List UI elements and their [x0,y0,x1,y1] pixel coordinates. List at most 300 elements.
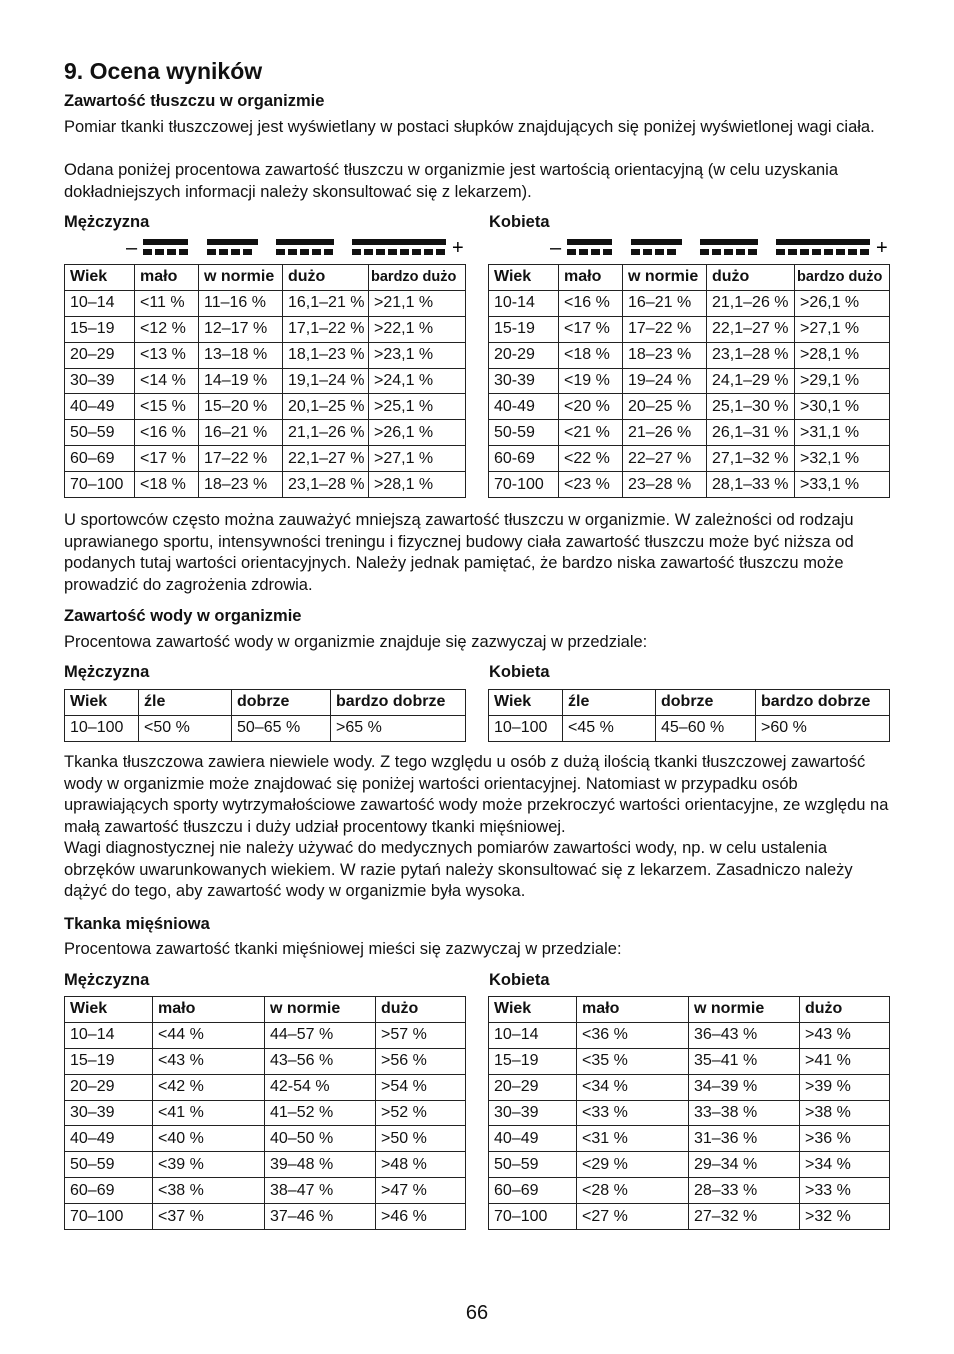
table-cell: 10–100 [489,715,563,741]
page-number: 66 [465,1302,489,1324]
table-cell: >34 % [800,1152,890,1178]
table-cell: >27,1 % [369,446,466,472]
table-row [489,1022,890,1048]
scale-bar-top [207,239,258,245]
table-cell: <28 % [577,1178,689,1204]
table-row [65,316,466,342]
table-cell: 33–38 % [689,1100,800,1126]
table-cell: >43 % [800,1022,890,1048]
scale-bar-segment [376,249,385,255]
table-cell: 45–60 % [656,715,756,741]
table-cell: <38 % [153,1178,265,1204]
table-cell: 40-49 [489,394,559,420]
water-women-table [488,689,890,742]
scale-bar-segment [412,249,421,255]
water-heading: Zawartość wody w organizmie [64,607,302,625]
column-header: mało [153,997,265,1023]
table-cell: 21,1–26 % [283,420,369,446]
column-header: bardzo dobrze [756,690,890,716]
table-header-row [489,265,890,291]
table-cell: <33 % [577,1100,689,1126]
fat-men-label: Mężczyzna [64,213,150,231]
table-row [489,1178,890,1204]
table-row [489,446,890,472]
table-cell: >52 % [376,1100,466,1126]
scale-bar-segment [312,249,321,255]
table-cell: 60-69 [489,446,559,472]
column-header: Wiek [65,690,139,716]
table-cell: <12 % [135,316,199,342]
scale-bars [567,239,870,255]
scale-bar-segment [736,249,745,255]
scale-plus: + [452,237,464,259]
table-cell: <14 % [135,368,199,394]
column-header: bardzo dużo [369,265,466,291]
table-cell: <17 % [559,316,623,342]
table-cell: 60–69 [65,1178,153,1204]
table-header-row [489,690,890,716]
table-cell: >36 % [800,1126,890,1152]
table-row [489,1152,890,1178]
fat-heading: Zawartość tłuszczu w organizmie [64,92,325,110]
scale-bar-segment [207,249,216,255]
muscle-intro: Procentowa zawartość tkanki mięśniowej mieści się zazwyczaj w przedziale: [64,940,622,958]
scale-bar-segment [667,249,676,255]
table-row [489,1204,890,1230]
table-row [65,1022,466,1048]
muscle-heading: Tkanka mięśniowa [64,915,210,933]
page-title: 9. Ocena wyników [64,58,263,84]
scale-bar-segment [288,249,297,255]
table-cell: 23–28 % [623,472,707,498]
scale-bar-segment [836,249,845,255]
table-cell: <29 % [577,1152,689,1178]
table-cell: >31,1 % [795,420,890,446]
table-cell: 25,1–30 % [707,394,795,420]
table-cell: 22,1–27 % [283,446,369,472]
column-header: źle [139,690,232,716]
table-cell: 10–14 [65,1022,153,1048]
table-cell: <41 % [153,1100,265,1126]
table-cell: >30,1 % [795,394,890,420]
table-cell: 44–57 % [265,1022,376,1048]
table-cell: 30-39 [489,368,559,394]
table-cell: 17–22 % [623,316,707,342]
scale-bar-segment [300,249,309,255]
table-row [65,368,466,394]
table-cell: 60–69 [65,446,135,472]
scale-bar-top [700,239,758,245]
table-cell: >28,1 % [795,342,890,368]
table-row [65,1048,466,1074]
scale-bar-segment [812,249,821,255]
table-cell: 31–36 % [689,1126,800,1152]
table-row [65,342,466,368]
scale-bar-segment [231,249,240,255]
table-row [489,420,890,446]
table-cell: 10-14 [489,290,559,316]
table-cell: >21,1 % [369,290,466,316]
table-cell: 15-19 [489,316,559,342]
table-cell: 22–27 % [623,446,707,472]
fat-women-label: Kobieta [489,213,550,231]
table-row [65,1074,466,1100]
table-cell: 26,1–31 % [707,420,795,446]
table-cell: >26,1 % [795,290,890,316]
table-cell: 29–34 % [689,1152,800,1178]
table-row [489,342,890,368]
scale-plus: + [876,237,888,259]
table-cell: >28,1 % [369,472,466,498]
table-cell: <13 % [135,342,199,368]
table-cell: 28,1–33 % [707,472,795,498]
table-cell: <21 % [559,420,623,446]
column-header: bardzo dobrze [331,690,466,716]
table-row [65,446,466,472]
scale-bar-segment [364,249,373,255]
table-cell: <15 % [135,394,199,420]
water-intro: Procentowa zawartość wody w organizmie znajduje się zazwyczaj w przedziale: [64,633,648,651]
table-cell: <39 % [153,1152,265,1178]
table-cell: >25,1 % [369,394,466,420]
table-cell: 20–29 [65,1074,153,1100]
table-cell: 50–59 [489,1152,577,1178]
table-cell: 39–48 % [265,1152,376,1178]
table-header-row [489,997,890,1023]
column-header: Wiek [65,265,135,291]
scale-bar-top [143,239,188,245]
scale-bar-top [567,239,612,245]
table-cell: 16–21 % [199,420,283,446]
table-cell: 20–29 [489,1074,577,1100]
table-cell: 70-100 [489,472,559,498]
table-header-row [65,265,466,291]
table-cell: <37 % [153,1204,265,1230]
scale-minus: – [550,237,562,259]
scale-bar-segment [643,249,652,255]
table-row [489,316,890,342]
table-cell: 16,1–21 % [283,290,369,316]
scale-bar-segment [603,249,612,255]
scale-bar-segment [631,249,640,255]
table-cell: 17,1–22 % [283,316,369,342]
scale-bar-segment [424,249,433,255]
scale-bar-segment [219,249,228,255]
scale-bar-segment [352,249,361,255]
scale-minus: – [126,237,138,259]
table-cell: 13–18 % [199,342,283,368]
table-cell: 22,1–27 % [707,316,795,342]
scale-bar-segment [788,249,797,255]
fat-intro: Pomiar tkanki tłuszczowej jest wyświetlany w postaci słupków znajdujących się poniżej wyświetlonej wagi ciała. [64,118,875,136]
table-cell: 41–52 % [265,1100,376,1126]
table-cell: >47 % [376,1178,466,1204]
table-cell: 40–49 [65,1126,153,1152]
table-cell: 50–59 [65,1152,153,1178]
fat-men-table [64,264,466,498]
table-cell: <22 % [559,446,623,472]
table-row [489,1100,890,1126]
table-cell: <45 % [563,715,656,741]
table-row [489,394,890,420]
table-cell: 34–39 % [689,1074,800,1100]
table-cell: <27 % [577,1204,689,1230]
table-cell: >48 % [376,1152,466,1178]
table-row [65,715,466,741]
water-men-table [64,689,466,742]
table-cell: 60–69 [489,1178,577,1204]
table-cell: 30–39 [489,1100,577,1126]
water-women-label: Kobieta [489,663,550,681]
table-cell: <16 % [135,420,199,446]
scale-bars [143,239,446,255]
table-row [65,1204,466,1230]
table-cell: >33,1 % [795,472,890,498]
table-cell: 36–43 % [689,1022,800,1048]
fat-note: U sportowców często można zauważyć mniejszą zawartość tłuszczu w organizmie. W zależności od rodzaju uprawianego sportu, intensywności treningu i fizycznej budowy ciała zawartość tłuszczu może być niższa od podanych tutaj wartości orientacyjnych. Należy jednak pamiętać, że bardzo niska zawartość tłuszczu może prowadzić do zagrożenia zdrowia. [64,511,854,594]
scale-bar-segment [143,249,152,255]
muscle-women-label: Kobieta [489,971,550,989]
table-cell: <35 % [577,1048,689,1074]
scale-bar-segment [748,249,757,255]
column-header: Wiek [65,997,153,1023]
table-row [65,472,466,498]
scale-bar-segment [824,249,833,255]
muscle-women-table [488,996,890,1230]
table-cell: >56 % [376,1048,466,1074]
scale-bar-segment [179,249,188,255]
table-row [65,1152,466,1178]
scale-bar-top [631,239,682,245]
water-men-label: Mężczyzna [64,663,150,681]
table-row [65,394,466,420]
muscle-men-label: Mężczyzna [64,971,150,989]
scale-bar-segment [712,249,721,255]
table-cell: 18,1–23 % [283,342,369,368]
table-row [65,1178,466,1204]
column-header: w normie [199,265,283,291]
table-cell: 50–65 % [232,715,331,741]
table-cell: 38–47 % [265,1178,376,1204]
table-cell: <18 % [559,342,623,368]
table-cell: 23,1–28 % [283,472,369,498]
table-cell: 11–16 % [199,290,283,316]
table-cell: >60 % [756,715,890,741]
table-row [65,1126,466,1152]
column-header: dużo [283,265,369,291]
scale-bar-top [776,239,870,245]
table-cell: 70–100 [65,1204,153,1230]
table-cell: 24,1–29 % [707,368,795,394]
table-cell: >46 % [376,1204,466,1230]
table-cell: <36 % [577,1022,689,1048]
column-header: dobrze [656,690,756,716]
table-cell: <11 % [135,290,199,316]
table-cell: 17–22 % [199,446,283,472]
column-header: Wiek [489,265,559,291]
table-row [489,290,890,316]
table-row [489,1074,890,1100]
scale-bar-segment [860,249,869,255]
table-header-row [65,997,466,1023]
scale-bar-segment [276,249,285,255]
table-cell: 18–23 % [623,342,707,368]
table-cell: 28–33 % [689,1178,800,1204]
table-row [489,472,890,498]
column-header: w normie [265,997,376,1023]
table-cell: 21,1–26 % [707,290,795,316]
table-cell: 70–100 [489,1204,577,1230]
scale-bar-segment [591,249,600,255]
fat-scale-women [550,237,892,259]
table-cell: <23 % [559,472,623,498]
table-cell: 19,1–24 % [283,368,369,394]
table-cell: <31 % [577,1126,689,1152]
table-cell: 27–32 % [689,1204,800,1230]
column-header: Wiek [489,690,563,716]
table-row [489,368,890,394]
column-header: dużo [707,265,795,291]
table-cell: 70–100 [65,472,135,498]
table-cell: 16–21 % [623,290,707,316]
table-cell: 15–19 [65,1048,153,1074]
table-cell: 27,1–32 % [707,446,795,472]
scale-bar-segment [436,249,445,255]
table-cell: >65 % [331,715,466,741]
scale-bar-segment [388,249,397,255]
scale-bar-top [352,239,446,245]
table-cell: 21–26 % [623,420,707,446]
table-cell: >57 % [376,1022,466,1048]
table-header-row [65,690,466,716]
scale-bar-segment [567,249,576,255]
table-cell: 19–24 % [623,368,707,394]
table-cell: <20 % [559,394,623,420]
table-cell: 30–39 [65,1100,153,1126]
table-cell: 35–41 % [689,1048,800,1074]
table-cell: 40–50 % [265,1126,376,1152]
table-row [489,1126,890,1152]
table-cell: 50–59 [65,420,135,446]
water-note-2: Wagi diagnostycznej nie należy używać do medycznych pomiarów zawartości wody, np. w celu ustalenia obrzęków uwarunkowanych wiekiem. W razie pytań należy skonsultować się z lekarzem. Zasadniczo należy dążyć do tego, aby zawartość wody w organizmie była wysoka. [64,839,853,900]
column-header: dobrze [232,690,331,716]
table-cell: 20-29 [489,342,559,368]
table-cell: >23,1 % [369,342,466,368]
fat-intro-2: Odana poniżej procentowa zawartość tłuszczu w organizmie jest wartością orientacyjną (w celu uzyskania dokładniejszych informacji należy skonsultować się z lekarzem). [64,161,839,201]
table-cell: <18 % [135,472,199,498]
column-header: w normie [623,265,707,291]
scale-bar-segment [324,249,333,255]
table-cell: 40–49 [65,394,135,420]
table-cell: 23,1–28 % [707,342,795,368]
table-cell: 10–14 [65,290,135,316]
table-cell: 20–25 % [623,394,707,420]
table-cell: <19 % [559,368,623,394]
table-cell: 20,1–25 % [283,394,369,420]
table-cell: >24,1 % [369,368,466,394]
table-cell: >26,1 % [369,420,466,446]
table-cell: <16 % [559,290,623,316]
scale-bar-segment [155,249,164,255]
scale-bar-segment [848,249,857,255]
table-cell: 42-54 % [265,1074,376,1100]
table-cell: >50 % [376,1126,466,1152]
column-header: mało [135,265,199,291]
water-note-1: Tkanka tłuszczowa zawiera niewiele wody. Z tego względu u osób z dużą ilością tkanki tłuszczowej zawartość wody w organizmie może znajdować się poniżej wartości orientacyjnej. Natomiast w przypadku osób uprawiających sporty wytrzymałościowe zawartość wody może przekroczyć wartości orientacyjne, ze względu na małą zawartość tłuszczu i duży udział procentowy tkanki mięśniowej. [64,753,889,836]
column-header: mało [559,265,623,291]
table-cell: <50 % [139,715,232,741]
table-cell: >22,1 % [369,316,466,342]
table-cell: >33 % [800,1178,890,1204]
table-cell: <43 % [153,1048,265,1074]
scale-bar-segment [243,249,252,255]
table-cell: 15–19 [65,316,135,342]
muscle-men-table [64,996,466,1230]
table-cell: >32,1 % [795,446,890,472]
table-row [489,1048,890,1074]
column-header: mało [577,997,689,1023]
scale-bar-segment [400,249,409,255]
table-cell: 15–20 % [199,394,283,420]
scale-bar-segment [776,249,785,255]
scale-bar-segment [579,249,588,255]
table-cell: 50-59 [489,420,559,446]
table-row [489,715,890,741]
scale-bar-segment [700,249,709,255]
table-cell: <34 % [577,1074,689,1100]
column-header: dużo [376,997,466,1023]
scale-bar-segment [655,249,664,255]
table-cell: <42 % [153,1074,265,1100]
fat-scale-men [126,237,468,259]
table-row [65,420,466,446]
table-cell: >41 % [800,1048,890,1074]
fat-women-table [488,264,890,498]
table-cell: <40 % [153,1126,265,1152]
table-cell: >39 % [800,1074,890,1100]
scale-bar-segment [167,249,176,255]
table-cell: <17 % [135,446,199,472]
table-cell: 10–14 [489,1022,577,1048]
table-cell: 30–39 [65,368,135,394]
column-header: źle [563,690,656,716]
column-header: w normie [689,997,800,1023]
column-header: Wiek [489,997,577,1023]
scale-bar-segment [724,249,733,255]
table-cell: >29,1 % [795,368,890,394]
table-cell: >32 % [800,1204,890,1230]
table-cell: 12–17 % [199,316,283,342]
table-cell: 10–100 [65,715,139,741]
table-cell: 37–46 % [265,1204,376,1230]
scale-bar-top [276,239,334,245]
scale-bar-segment [800,249,809,255]
table-cell: 14–19 % [199,368,283,394]
table-cell: 15–19 [489,1048,577,1074]
table-cell: 40–49 [489,1126,577,1152]
table-cell: >27,1 % [795,316,890,342]
table-cell: >54 % [376,1074,466,1100]
table-cell: 18–23 % [199,472,283,498]
column-header: dużo [800,997,890,1023]
table-row [65,1100,466,1126]
table-cell: >38 % [800,1100,890,1126]
table-cell: 20–29 [65,342,135,368]
table-cell: 43–56 % [265,1048,376,1074]
column-header: bardzo dużo [795,265,890,291]
table-row [65,290,466,316]
table-cell: <44 % [153,1022,265,1048]
